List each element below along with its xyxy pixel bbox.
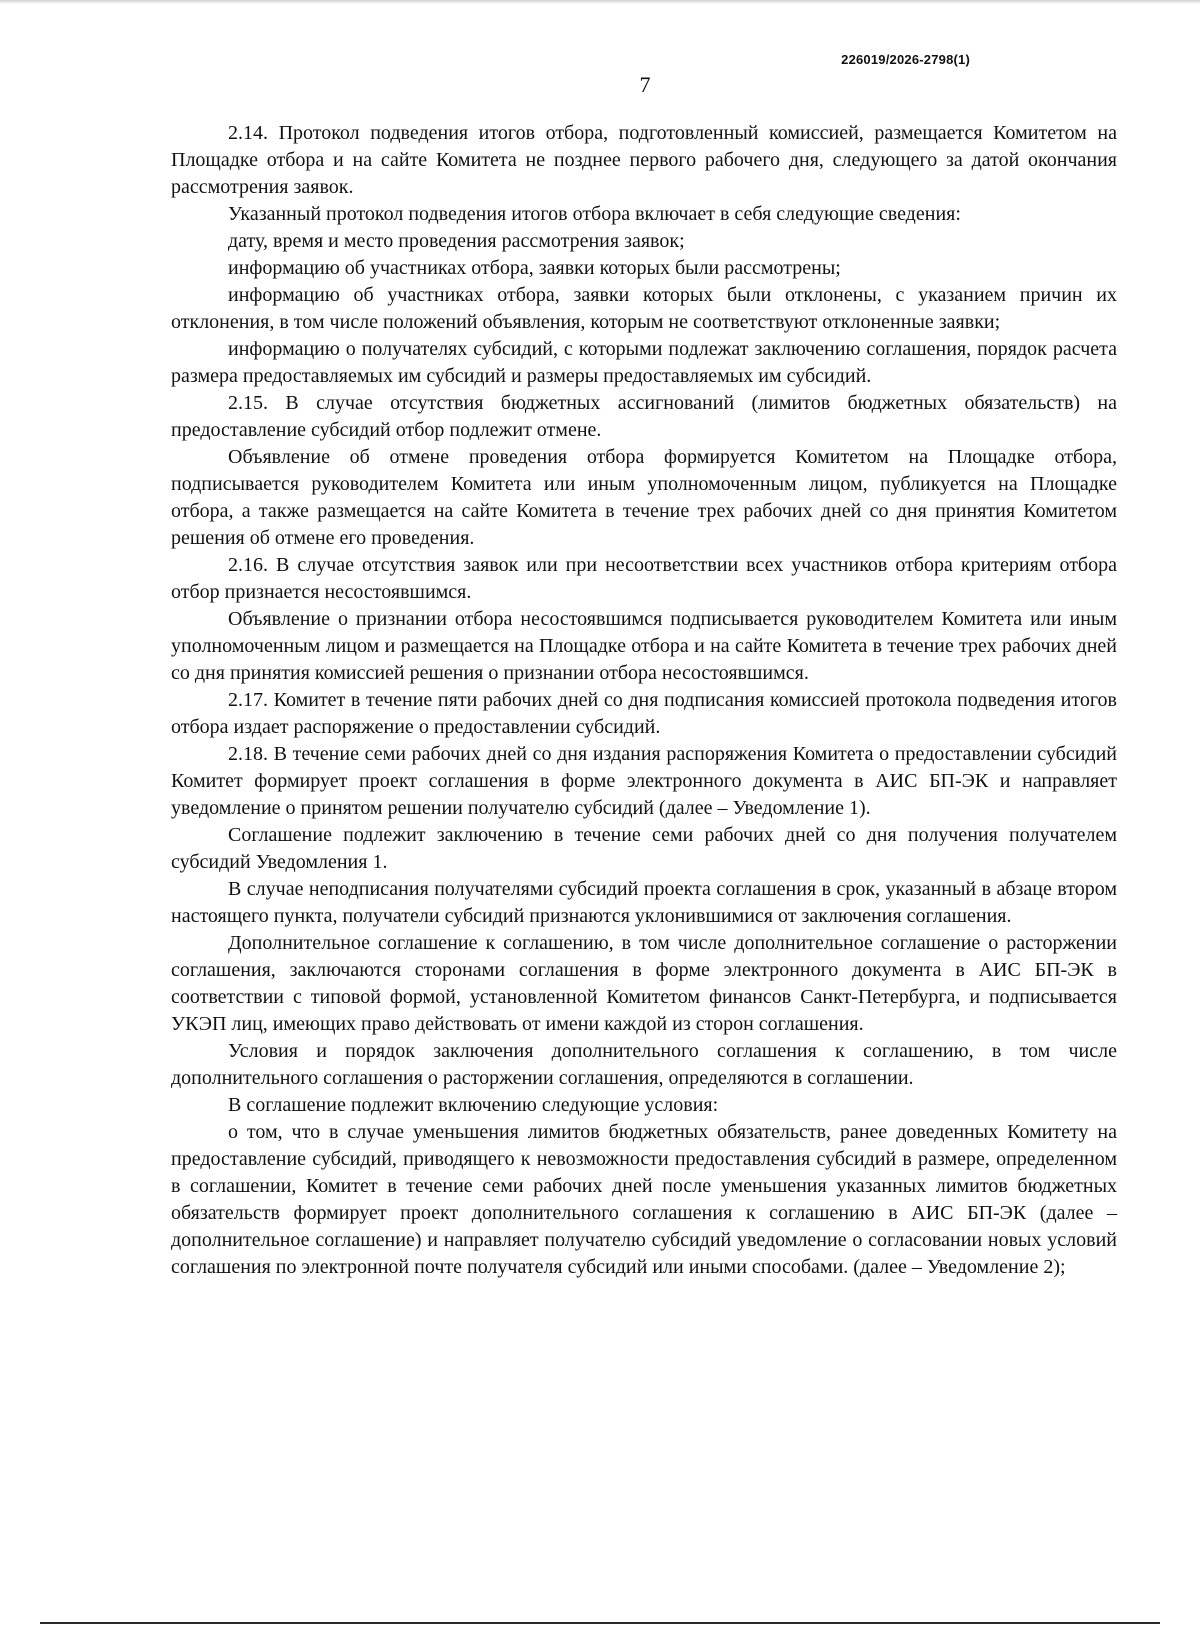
paragraph-non-signing: В случае неподписания получателями субсидий проекта соглашения в срок, указанный в абзаце втором настоящего пункта, получатели субсидий признаются уклонившимися от заключения соглашения. bbox=[171, 878, 1117, 927]
paragraph-additional-agreement: Дополнительное соглашение к соглашению, в том числе дополнительное соглашение о расторжении соглашения, заключаются сторонами соглашения в форме электронного документа в АИС БП-ЭК в соответствии с типовой формой, установленной Комитетом финансов Санкт-Петербурга, и подписывается УКЭП лиц, имеющих право действовать от имени каждой из сторон соглашения. bbox=[171, 932, 1117, 1035]
list-item-rejected-participants: информацию об участниках отбора, заявки которых были отклонены, с указанием причин их отклонения, в том числе положений объявления, которым не соответствуют отклоненные заявки; bbox=[171, 284, 1117, 333]
paragraph-additional-agreement-terms: Условия и порядок заключения дополнительного соглашения к соглашению, в том числе дополнительного соглашения о расторжении соглашения, определяются в соглашении. bbox=[171, 1040, 1117, 1089]
list-item-subsidy-recipients: информацию о получателях субсидий, с которыми подлежат заключению соглашения, порядок расчета размера предоставляемых им субсидий и размеры предоставляемых им субсидий. bbox=[171, 338, 1117, 387]
paragraph-2-16: 2.16. В случае отсутствия заявок или при несоответствии всех участников отбора критериям отбора отбор признается несостоявшимся. bbox=[171, 554, 1117, 603]
paragraph-2-14: 2.14. Протокол подведения итогов отбора, подготовленный комиссией, размещается Комитетом на Площадке отбора и на сайте Комитета не позднее первого рабочего дня, следующего за датой окончания рассмотрения заявок. bbox=[171, 122, 1117, 198]
paragraph-2-15: 2.15. В случае отсутствия бюджетных ассигнований (лимитов бюджетных обязательств) на предоставление субсидий отбор подлежит отмене. bbox=[171, 392, 1117, 441]
paragraph-failed-selection-notice: Объявление о признании отбора несостоявшимся подписывается руководителем Комитета или иным уполномоченным лицом и размещается на Площадке отбора и на сайте Комитета в течение трех рабочих дней со дня принятия комиссией решения о признании отбора несостоявшимся. bbox=[171, 608, 1117, 684]
registration-number: 226019/2026-2798(1) bbox=[841, 52, 970, 67]
document-body bbox=[171, 120, 1117, 1281]
paragraph-agreement-deadline: Соглашение подлежит заключению в течение семи рабочих дней со дня получения получателем субсидий Уведомления 1. bbox=[171, 824, 1117, 873]
page-number: 7 bbox=[639, 72, 651, 97]
list-item-limit-reduction: о том, что в случае уменьшения лимитов бюджетных обязательств, ранее доведенных Комитету на предоставление субсидий, приводящего к невозможности предоставления субсидий в размере, определенном в соглашении, Комитет в течение семи рабочих дней после уменьшения указанных лимитов бюджетных обязательств формирует проект дополнительного соглашения к соглашению в АИС БП-ЭК (далее – дополнительное соглашение) и направляет получателю субсидий уведомление о согласовании новых условий соглашения по электронной почте получателя субсидий или иными способами. (далее – Уведомление 2); bbox=[171, 1121, 1117, 1278]
paragraph-2-17: 2.17. Комитет в течение пяти рабочих дней со дня подписания комиссией протокола подведения итогов отбора издает распоряжение о предоставлении субсидий. bbox=[171, 689, 1117, 738]
list-item-reviewed-participants: информацию об участниках отбора, заявки которых были рассмотрены; bbox=[228, 257, 841, 279]
scan-edge-bottom bbox=[40, 1622, 1160, 1624]
paragraph-agreement-conditions: В соглашение подлежит включению следующие условия: bbox=[228, 1094, 719, 1116]
scan-edge-top bbox=[0, 0, 1200, 4]
paragraph-protocol-contents: Указанный протокол подведения итогов отбора включает в себя следующие сведения: bbox=[228, 203, 961, 225]
paragraph-cancellation-notice: Объявление об отмене проведения отбора формируется Комитетом на Площадке отбора, подписывается руководителем Комитета или иным уполномоченным лицом, публикуется на Площадке отбора, а также размещается на сайте Комитета в течение трех рабочих дней со дня принятия Комитетом решения об отмене его проведения. bbox=[171, 446, 1117, 549]
list-item-date-time-place: дату, время и место проведения рассмотрения заявок; bbox=[228, 230, 685, 252]
paragraph-2-18: 2.18. В течение семи рабочих дней со дня издания распоряжения Комитета о предоставлении субсидий Комитет формирует проект соглашения в форме электронного документа в АИС БП-ЭК и направляет уведомление о принятом решении получателю субсидий (далее – Уведомление 1). bbox=[171, 743, 1117, 819]
